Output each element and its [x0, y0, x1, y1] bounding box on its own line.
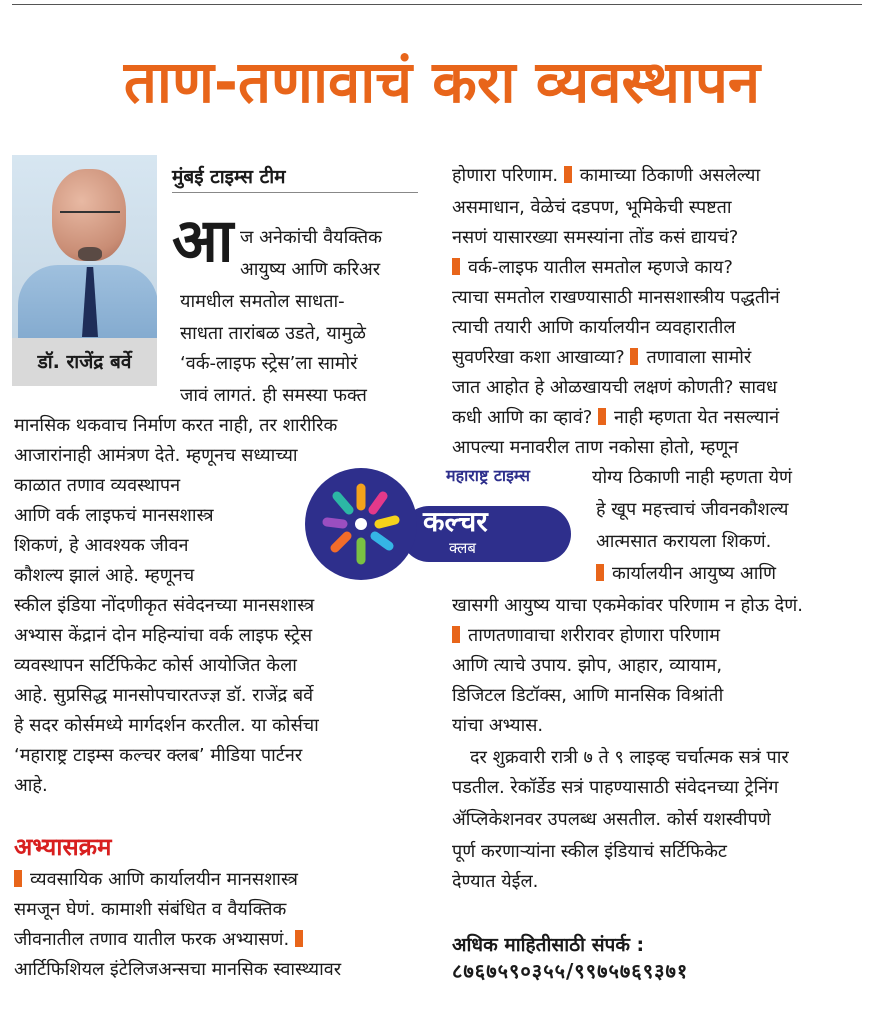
bullet-bar-icon [596, 564, 604, 581]
people-circle-icon [305, 468, 417, 580]
intro-line: अभ्यास केंद्रानं दोन महिन्यांचा वर्क लाइफ स्ट्रेस [14, 625, 313, 646]
right-line: खासगी आयुष्य याचा एकमेकांवर परिणाम न होऊ देणं. [452, 595, 803, 616]
drop-cap: आ [172, 206, 234, 276]
intro-line: आजारांनाही आमंत्रण देते. म्हणूनच सध्याच्या [14, 445, 298, 466]
right-line: देण्यात येईल. [452, 871, 539, 892]
author-caption: डॉ. राजेंद्र बर्वे [12, 338, 157, 386]
bullet-bar-icon [452, 258, 460, 275]
right-line: ॲप्लिकेशनवर उपलब्ध असतील. कोर्स यशस्वीपणे [452, 809, 771, 830]
intro-line: आयुष्य आणि करिअर [240, 259, 381, 280]
intro-line: ‘वर्क-लाइफ स्ट्रेस’ला सामोरं [180, 353, 358, 374]
right-line: नसणं यासारख्या समस्यांना तोंड कसं द्यायचं? [452, 227, 739, 248]
bullet-bar-icon [14, 870, 22, 887]
right-line: कार्यालयीन आयुष्य आणि [596, 562, 776, 586]
right-line: ताणतणावाचा शरीरावर होणारा परिणाम [452, 624, 720, 648]
intro-line: मानसिक थकवाच निर्माण करत नाही, तर शारीरिक [14, 415, 338, 436]
right-line: वर्क-लाइफ यातील समतोल म्हणजे काय? [452, 256, 733, 280]
right-line: यांचा अभ्यास. [452, 715, 544, 736]
intro-line: आणि वर्क लाइफचं मानसशास्त्र [14, 505, 214, 526]
right-line: डिजिटल डिटॉक्स, आणि मानसिक विश्रांती [452, 685, 724, 706]
right-line: जात आहोत हे ओळखायची लक्षणं कोणती? सावध [452, 377, 778, 398]
logo-name: कल्चर [423, 505, 488, 538]
intro-line: यामधील समतोल साधता- [180, 291, 345, 312]
intro-line: कौशल्य झालं आहे. म्हणूनच [14, 565, 195, 586]
author-glasses [60, 211, 120, 221]
right-line: पूर्ण करणाऱ्यांना स्कील इंडियाचं सर्टिफिकेट [452, 841, 727, 862]
syllabus-line: जीवनातील तणाव यातील फरक अभ्यासणं. [14, 928, 311, 952]
intro-line: शिकणं, हे आवश्यक जीवन [14, 535, 189, 556]
section-title: अभ्यासक्रम [14, 833, 112, 861]
right-line: आपल्या मनावरील ताण नकोसा होतो, म्हणून [452, 437, 739, 458]
syllabus-line: व्यवसायिक आणि कार्यालयीन मानसशास्त्र [14, 868, 298, 892]
author-photo [12, 155, 157, 338]
logo-brand: महाराष्ट्र टाइम्स [446, 466, 530, 485]
intro-line: जावं लागतं. ही समस्या फक्त [180, 385, 367, 406]
right-line: हे खूप महत्त्वाचं जीवनकौशल्य [596, 499, 789, 520]
right-line: होणारा परिणाम. कामाच्या ठिकाणी असलेल्या [452, 165, 761, 186]
article-headline: ताण-तणावाचं करा व्यवस्थापन [123, 48, 761, 116]
intro-line: ज अनेकांची वैयक्तिक [240, 227, 382, 248]
intro-line: ‘महाराष्ट्र टाइम्स कल्चर क्लब’ मीडिया पार्टनर [14, 745, 303, 766]
right-line: कधी आणि का व्हावं? नाही म्हणता येत नसल्यानं [452, 407, 780, 428]
intro-line: स्कील इंडिया नोंदणीकृत संवेदनच्या मानसशास्त्र [14, 595, 315, 616]
byline: मुंबई टाइम्स टीम [172, 162, 418, 193]
right-line: त्याचा समतोल राखण्यासाठी मानसशास्त्रीय पद्धतीनं [452, 287, 780, 308]
intro-line: व्यवस्थापन सर्टिफिकेट कोर्स आयोजित केला [14, 655, 297, 676]
contact-numbers: ८७६७५९०३५५/९९७५७६९३७१ [452, 959, 689, 983]
intro-line: साधता तारांबळ उडते, यामुळे [180, 323, 366, 344]
right-line: आत्मसात करायला शिकणं. [596, 531, 772, 552]
right-line: पडतील. रेकॉर्डेड सत्रं पाहण्यासाठी संवेदनच्या ट्रेनिंग [452, 777, 779, 798]
intro-line: आहे. [14, 775, 48, 796]
right-line: योग्य ठिकाणी नाही म्हणता येणं [592, 467, 793, 488]
right-line: सुवर्णरेखा कशा आखाव्या? तणावाला सामोरं [452, 347, 752, 368]
author-goatee [78, 247, 102, 261]
logo-circle [305, 468, 417, 580]
bullet-bar-icon [295, 930, 303, 947]
bullet-bar-icon [452, 626, 460, 643]
intro-line: आहे. सुप्रसिद्ध मानसोपचारतज्ज्ञ डॉ. राजेंद्र बर्वे [14, 685, 314, 706]
culture-club-logo [283, 460, 573, 580]
right-line: त्याची तयारी आणि कार्यालयीन व्यवहारातील [452, 317, 736, 338]
intro-line: हे सदर कोर्समध्ये मार्गदर्शन करतील. या कोर्सचा [14, 715, 319, 736]
bullet-bar-icon [630, 348, 638, 365]
top-rule [12, 4, 862, 5]
syllabus-line: आर्टिफिशियल इंटेलिजअन्सचा मानसिक स्वास्थ्यावर [14, 959, 342, 980]
bullet-bar-icon [598, 408, 606, 425]
right-line: असमाधान, वेळेचं दडपण, भूमिकेची स्पष्टता [452, 197, 732, 218]
bullet-bar-icon [564, 166, 572, 183]
contact-label: अधिक माहितीसाठी संपर्क : [452, 934, 645, 956]
intro-line: काळात तणाव व्यवस्थापन [14, 475, 181, 496]
syllabus-line: समजून घेणं. कामाशी संबंधित व वैयक्तिक [14, 899, 287, 920]
logo-sub: क्लब [449, 539, 476, 557]
right-line: दर शुक्रवारी रात्री ७ ते ९ लाइव्ह चर्चात्मक सत्रं पार [470, 747, 789, 768]
right-line: आणि त्याचे उपाय. झोप, आहार, व्यायाम, [452, 655, 723, 676]
